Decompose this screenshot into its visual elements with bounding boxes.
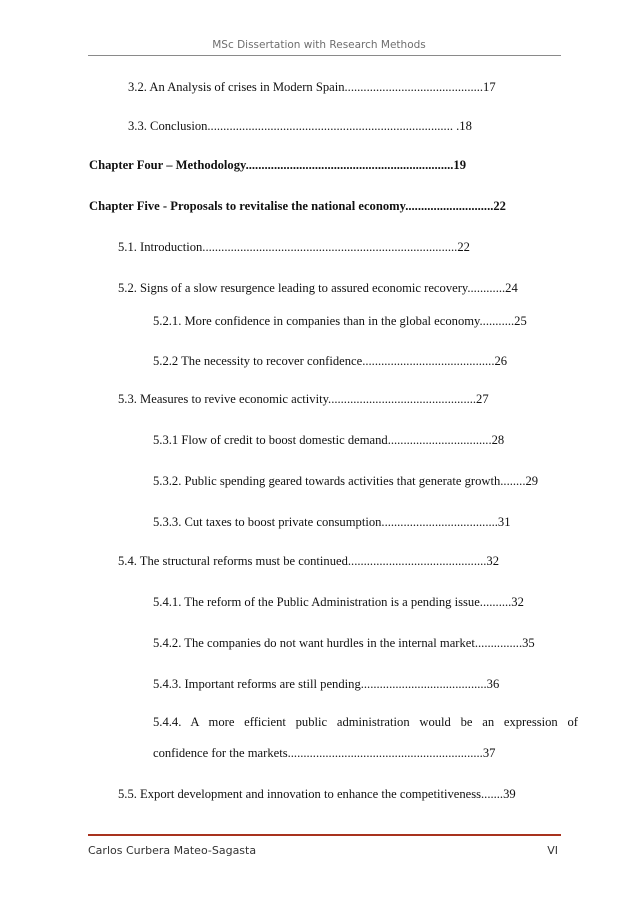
toc-chapter-five: Chapter Five - Proposals to revitalise the national economy............................22 — [89, 199, 506, 213]
running-header: MSc Dissertation with Research Methods — [212, 39, 426, 51]
toc-chapter-four: Chapter Four – Methodology..................................................................19 — [89, 158, 467, 172]
toc-entry-5-3-1: 5.3.1 Flow of credit to boost domestic demand.................................28 — [153, 433, 505, 447]
footer-author: Carlos Curbera Mateo-Sagasta — [88, 844, 257, 857]
toc-entry-5-3-2: 5.3.2. Public spending geared towards activities that generate growth........29 — [153, 474, 539, 488]
toc-entry-5-2: 5.2. Signs of a slow resurgence leading to assured economic recovery............24 — [118, 281, 518, 295]
toc-entry-5-4-2: 5.4.2. The companies do not want hurdles in the internal market...............35 — [153, 636, 535, 650]
toc-entry-5-2-2: 5.2.2 The necessity to recover confidence..........................................26 — [153, 354, 508, 368]
toc-entry-5-3: 5.3. Measures to revive economic activity...............................................27 — [118, 392, 489, 406]
toc-entry-5-4-1: 5.4.1. The reform of the Public Administration is a pending issue..........32 — [153, 595, 524, 609]
footer-page-number: VI — [547, 844, 558, 857]
header-rule — [88, 55, 561, 56]
toc-entry-3-3: 3.3. Conclusion.............................................................................. .18 — [128, 119, 472, 133]
toc-entry-5-4-4: 5.4.4. A more efficient public administration would be an expression of — [153, 715, 578, 729]
toc-entry-5-5: 5.5. Export development and innovation to enhance the competitiveness.......39 — [118, 787, 516, 801]
toc-entry-5-4-4-continued: confidence for the markets..............................................................37 — [153, 746, 496, 760]
toc-entry-5-3-3: 5.3.3. Cut taxes to boost private consumption.....................................31 — [153, 515, 511, 529]
toc-entry-5-1: 5.1. Introduction.................................................................................22 — [118, 240, 470, 254]
toc-entry-5-4: 5.4. The structural reforms must be continued............................................32 — [118, 554, 500, 568]
toc-entry-5-4-3: 5.4.3. Important reforms are still pending........................................36 — [153, 677, 500, 691]
footer-rule — [88, 834, 561, 836]
toc-entry-5-2-1: 5.2.1. More confidence in companies than in the global economy...........25 — [153, 314, 527, 328]
toc-entry-3-2: 3.2. An Analysis of crises in Modern Spain............................................17 — [128, 80, 496, 94]
